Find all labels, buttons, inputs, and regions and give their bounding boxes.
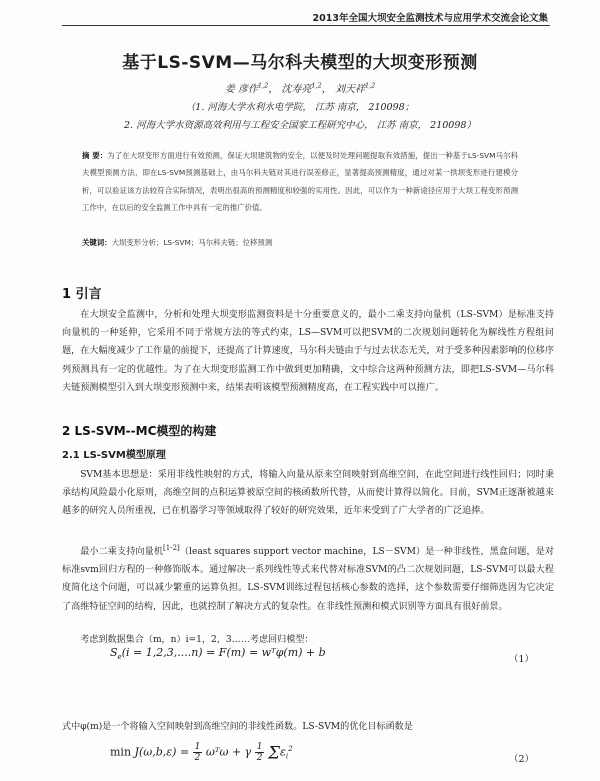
author-affiliation-mark: 1,2	[311, 81, 322, 90]
abstract-label: 摘 要：	[82, 151, 108, 160]
author-name: 沈寿亮	[281, 84, 312, 95]
keywords-label: 关键词：	[82, 238, 112, 247]
section-paragraph: 在大坝安全监测中，分析和处理大坝变形监测资料是十分重要意义的，最小二乘支持向量机（LS-SVM）是标准支持向量机的一种延伸，它采用不同于常规方法的等式约束，LS—SVM可以把SVM的二次规划问题转化为解线性方程组问题，在大幅度减少了工作量的前提下，还提高了计算速度，马尔科夫链由于与过去状态无关，对于受多种因素影响的位移序列预测具有一定的优越性。为了在大坝变形监测工作中做到更加精确，文中综合这两种预测方法，即把LS-SVM—马尔科夫链预测模型引入到大坝变形预测中来，结果表明该模型预测精度高，在工程实践中可以推广。	[62, 310, 554, 393]
sum-symbol: Σ	[267, 743, 280, 764]
author-name: 姜 彦作	[224, 84, 258, 95]
paragraph-text: 最小二乘支持向量机	[80, 547, 164, 558]
fraction: $\frac{1}{2}$	[194, 742, 201, 763]
author-affiliation-mark: 1,2	[364, 81, 376, 90]
objective-formula: min J(ω,b,ε) = $\frac{1}{2}$ ωᵀω + γ $\frac{1}{2}$ $\Sigma\varepsilon_i^2$	[110, 742, 293, 764]
formula-rhs: = F(m) = wᵀφ(m) + b	[206, 646, 326, 659]
affiliation-2: 2. 河海大学水资源高效利用与工程安全国家工程研究中心， 江苏 南京， 210098）	[124, 120, 476, 131]
section-paragraph: 考虑到数据集合（m，n）i=1，2，3……考虑回归模型：	[80, 635, 314, 645]
equation-number: （1）	[508, 654, 534, 665]
section-heading: 1 引言	[62, 287, 102, 302]
author-affiliation-mark: 1,2	[257, 81, 269, 90]
header-rule	[62, 25, 550, 26]
regression-formula: $S_e(i = 1,2,3,....n) = F(m)$ = wᵀφ(m) + b	[110, 646, 326, 662]
paper-title: 基于LS-SVM—马尔科夫模型的大坝变形预测	[122, 53, 478, 73]
running-header: 2013年全国大坝安全监测技术与应用学术交流会论文集	[312, 13, 548, 24]
section-paragraph	[62, 539, 554, 616]
paragraph-text: （least squares support vector machine，LS－SVM）是一种非线性，黑盒问题，是对标准svm回归方程的一种修饰版本。通过解决一系列线性等式来代替对标准SVM的凸二次规划问题，LS-SVM可以最大程度简化这个问题，可以减少繁重的运算负担。LS-SVM训练过程包括核心参数的选择，这个参数需要仔细筛选因为它决定了高维特征空间的结构，因此，也就控制了解决方式的复杂性。在非线性预测和模式识别等方面具有很好前景。	[62, 547, 554, 612]
affiliation-1: （1. 河海大学水利水电学院， 江苏 南京， 210098；	[185, 102, 415, 113]
section-paragraph: 式中φ(m)是一个将输入空间映射到高维空间的非线性函数。LS-SVM的优化目标函数是	[62, 722, 413, 732]
author-name: 刘天祥	[334, 84, 365, 95]
citation: [1-2]	[163, 544, 180, 552]
equation-number: （2）	[508, 754, 534, 765]
author-list: 姜 彦作$^{1,2}$， 沈寿亮$^{1,2}$， 刘天祥$^{1,2}$	[224, 81, 376, 95]
fraction: $\frac{1}{2}$	[256, 742, 263, 763]
section-paragraph: SVM基本思想是：采用非线性映射的方式，将输入向量从原来空间映射到高维空间，在此空间进行线性回归；同时秉承结构风险最小化原则，高维空间的点积运算被原空间的核函数所代替，从而使计算得以简化。目前，SVM正逐渐被越来越多的研究人员所重视，已在机器学习等领域取得了较好的研究效果，近年来受到了广大学者的广泛追捧。	[62, 470, 554, 517]
subsection-heading: 2.1 LS-SVM模型原理	[62, 450, 166, 461]
abstract	[82, 147, 518, 217]
keywords-text: 大坝变形分析；LS-SVM；马尔科夫链；位移预测	[111, 238, 273, 247]
section-heading: 2 LS-SVM--MC模型的构建	[62, 424, 217, 438]
keywords	[82, 237, 518, 248]
abstract-text: 为了在大坝变形方面进行有效预测，保证大坝建筑物的安全，以便及时处理问题提取有效措施，提出一种基于LS-SVM马尔科夫模型预测方法，即在LS-SVM预测基础上，由马尔科夫链对其进行误差修正，显著提高预测精度，通过对某一拱坝变形进行建模分析，可以验证该方法较符合实际情况，表明出很高的预测精度和较强的实用性。因此，可以作为一种新途径应用于大坝工程变形预测工作中，在以后的安全监测工作中具有一定的推广价值。	[82, 151, 518, 213]
